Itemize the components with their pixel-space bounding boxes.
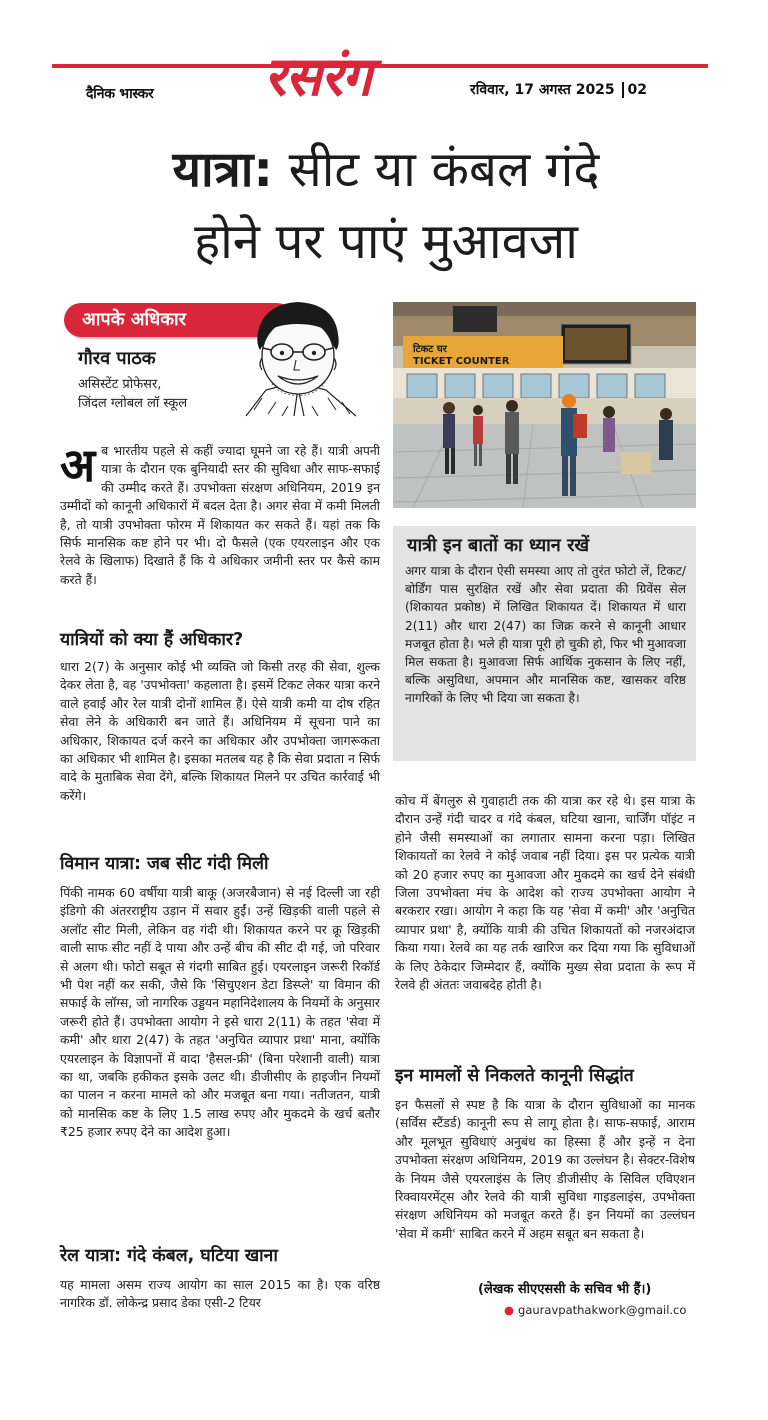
ticket-counter-photo bbox=[393, 302, 696, 508]
author-signoff: (लेखक सीएएससी के सचिव भी हैं।) bbox=[478, 1282, 652, 1297]
author-email-text: gauravpathakwork@gmail.co bbox=[518, 1303, 687, 1317]
bullet-icon: ● bbox=[504, 1303, 515, 1317]
headline bbox=[56, 134, 716, 278]
author-role-line1: असिस्टेंट प्रोफेसर, bbox=[78, 377, 162, 392]
flight-text: पिंकी नामक 60 वर्षीया यात्री बाकू (अजरबैजान) से नई दिल्ली जा रही इंडिगो की अंतरराष्ट्रीय उड़ान में सवार हुईं। उन्हें खिड़की वाली पहले से अलॉट सीट मिली, लेकिन वह गंदी थी। शिकायत करने पर क्रू खिड़की वाली साफ सीट नहीं दे पाया और उन्हें बीच की सीट दी गई, जो परिवार से अलग थी। फोटो सबूत से गंदगी साबित हुई। एयरलाइन जरूरी रिकॉर्ड भी पेश नहीं कर सकी, जैसे कि 'सिचुएशन डेटा डिस्प्ले' या विमान की सफाई के लॉग्स, जो नागरिक उड्डयन महानिदेशालय के नियमों के अनुसार जरूरी होते हैं। उपभोक्ता आयोग ने इसे धारा 2(11) के तहत 'सेवा में कमी' और धारा 2(47) के तहत 'अनुचित व्यापार प्रथा' माना, क्योंकि एयरलाइन के विज्ञापनों में वादा 'हैसल-फ्री' (बिना परेशानी वाली) यात्रा का था, जबकि हकीकत इसके उलट थी। डीजीसीए के हाइजीन नियमों का पालन न करना मामले को और मजबूत बना गया। नतीजतन, यात्री को मानसिक कष्ट के लिए 1.5 लाख रुपए और मुकदमे के खर्च बतौर ₹25 हजार रुपए देने का आदेश हुआ। bbox=[60, 885, 380, 1140]
principles-heading: इन मामलों से निकलते कानूनी सिद्धांत bbox=[395, 1066, 634, 1086]
column-badge: आपके अधिकार bbox=[64, 303, 294, 337]
intro-text: ब भारतीय पहले से कहीं ज्यादा घूमने जा रहे हैं। यात्री अपनी यात्रा के दौरान एक बुनियादी स्तर की सुविधा और साफ-सफाई की उम्मीद करते हैं। उपभोक्ता संरक्षण अधिनियम, 2019 इन उम्मीदों को कानूनी अधिकारों में बदल देता है। अगर सेवा में कमी मिलती है, तो यात्री उपभोक्ता फोरम में शिकायत कर सकते हैं। यहां तक कि सिर्फ मानसिक कष्ट होने पर भी। दो फैसले (एक एयरलाइन और एक रेलवे के खिलाफ) दिखाते हैं कि ये अधिकार जमीनी स्तर पर कैसे काम करते हैं। bbox=[60, 443, 380, 587]
page-number: 02 bbox=[622, 82, 647, 98]
headline-line2: होने पर पाएं मुआवजा bbox=[194, 213, 578, 270]
issue-date: रविवार, 17 अगस्त 2025 bbox=[470, 82, 615, 98]
tips-heading: यात्री इन बातों का ध्यान रखें bbox=[407, 535, 590, 556]
section-logo: रसरंग bbox=[264, 44, 372, 108]
masthead-rule bbox=[52, 64, 708, 68]
rail-heading: रेल यात्रा: गंदे कंबल, घटिया खाना bbox=[60, 1246, 278, 1266]
rights-heading: यात्रियों को क्या हैं अधिकार? bbox=[60, 630, 244, 650]
flight-heading: विमान यात्रा: जब सीट गंदी मिली bbox=[60, 854, 269, 874]
paper-name: दैनिक भास्कर bbox=[86, 86, 154, 102]
author-role-line2: जिंदल ग्लोबल लॉ स्कूल bbox=[78, 396, 188, 411]
rights-text: धारा 2(7) के अनुसार कोई भी व्यक्ति जो किसी तरह की सेवा, शुल्क देकर लेता है, वह 'उपभोक्ता' कहलाता है। इसमें टिकट लेकर यात्रा करने वाले हवाई और रेल यात्री दोनों शामिल हैं। ऐसे यात्री कमी या दोष रहित सेवा लेने के अधिकारी बन जाते हैं। अधिनियम में सूचना पाने का अधिकार, शिकायत दर्ज करने का अधिकार और उपभोक्ता जागरूकता का अधिकार भी शामिल है। इसका मतलब यह है कि सेवा प्रदाता न सिर्फ वादे के मुताबिक सेवा देंगे, बल्कि शिकायत मिलने पर उचित कार्रवाई भी करेंगे। bbox=[60, 659, 380, 803]
headline-line1: सीट या कंबल गंदे bbox=[273, 141, 600, 198]
sign-english: TICKET COUNTER bbox=[413, 356, 510, 367]
tips-text: अगर यात्रा के दौरान ऐसी समस्या आए तो तुरंत फोटो लें, टिकट/बोर्डिंग पास सुरक्षित रखें और सेवा प्रदाता की ग्रिवेंस सेल (शिकायत प्रकोष्ठ) में लिखित शिकायत दें। शिकायत में धारा 2(11) और धारा 2(47) का जिक्र करने से कानूनी आधार मजबूत होता है। भले ही यात्रा पूरी हो चुकी हो, फिर भी मुआवजा मिल सकता है। मुआवजा सिर्फ आर्थिक नुकसान के लिए नहीं, बल्कि असुविधा, अपमान और मानसिक कष्ट, खासकर वरिष्ठ नागरिकों के लिए भी दिया जा सकता है। bbox=[405, 564, 686, 706]
rail-text-left: यह मामला असम राज्य आयोग का साल 2015 का है। एक वरिष्ठ नागरिक डॉ. लोकेन्द्र प्रसाद डेका एसी-2 टियर bbox=[60, 1277, 380, 1311]
author-name: गौरव पाठक bbox=[78, 348, 156, 369]
dropcap: अ bbox=[60, 438, 96, 492]
intro-paragraph bbox=[60, 438, 380, 614]
dateline bbox=[470, 80, 647, 99]
author-email bbox=[504, 1303, 686, 1317]
rail-text-right: कोच में बेंगलुरु से गुवाहाटी तक की यात्रा कर रहे थे। इस यात्रा के दौरान उन्हें गंदी चादर व गंदे कंबल, घटिया खाना, चार्जिंग पॉइंट न होने जैसी समस्याओं का लगातार सामना करना पड़ा। लिखित शिकायतों का रेलवे ने कोई जवाब नहीं दिया। इस पर प्रत्येक यात्री को 20 हजार रुपए का मुआवजा और मुकदमे का खर्च देने संबंधी जिला उपभोक्ता मंच के आदेश को राज्य उपभोक्ता आयोग ने बरकरार रखा। आयोग ने कहा कि यह 'सेवा में कमी' और 'अनुचित व्यापार प्रथा' है, क्योंकि यात्री की उचित शिकायतों को नजरअंदाज किया गया। रेलवे का यह तर्क खारिज कर दिया गया कि सुविधाओं के लिए ठेकेदार जिम्मेदार हैं, क्योंकि मुख्य सेवा प्रदाता के रूप में रेलवे ही अंततः जवाबदेह होती है। bbox=[395, 793, 695, 993]
tips-box bbox=[393, 526, 696, 761]
author-portrait bbox=[206, 298, 380, 424]
author-role bbox=[78, 375, 187, 413]
sign-hindi: टिकट घर bbox=[413, 344, 447, 355]
principles-text: इन फैसलों से स्पष्ट है कि यात्रा के दौरान सुविधाओं का मानक (सर्विस स्टैंडर्ड) कानूनी रूप से लागू होता है। साफ-सफाई, आराम और मूलभूत सुविधाएं अनुबंध का हिस्सा हैं और इन्हें न देना उपभोक्ता संरक्षण अधिनियम, 2019 का उल्लंघन है। सेक्टर-विशेष के नियम जैसे एयरलाइंस के लिए डीजीसीए के सिविल एविएशन रिक्वायरमेंट्स और रेलवे की यात्री सुविधा गाइडलाइंस, उपभोक्ता संरक्षण अधिनियम को मजबूत करते हैं। इन नियमों का उल्लंघन 'सेवा में कमी' साबित करने में अहम सबूत बन सकता है। bbox=[395, 1097, 695, 1241]
headline-lead: यात्रा: bbox=[172, 141, 274, 198]
